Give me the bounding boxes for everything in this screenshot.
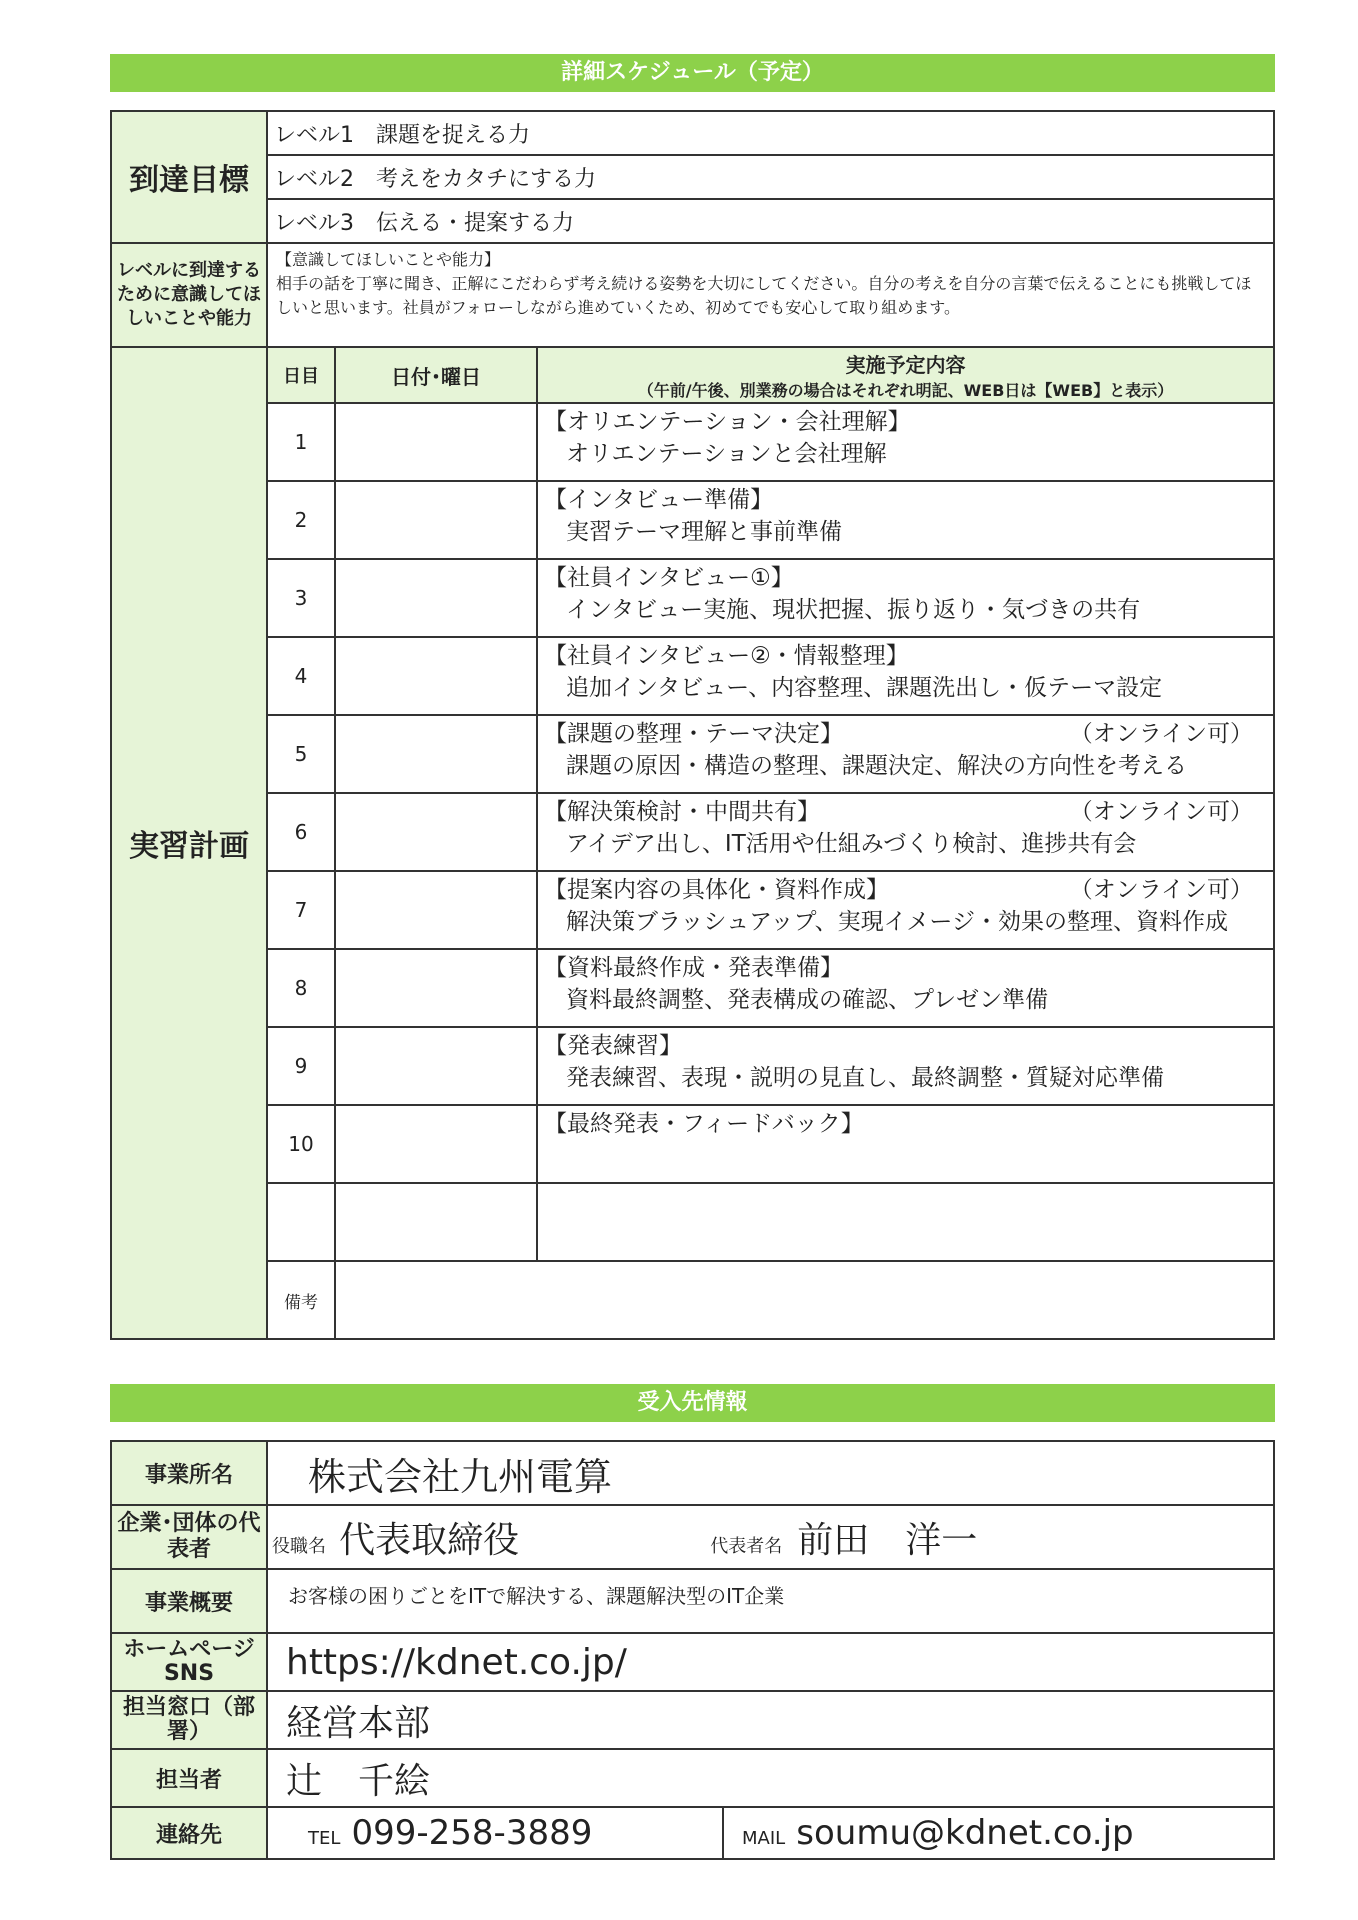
web-label: ホームページSNS bbox=[111, 1633, 267, 1691]
plan-content bbox=[537, 637, 1274, 715]
plan-content bbox=[537, 559, 1274, 637]
remarks-row bbox=[111, 1261, 1274, 1339]
date-cell bbox=[335, 1105, 537, 1183]
plan-detail: 解決策ブラッシュアップ、実現イメージ・効果の整理、資料作成 bbox=[566, 909, 1228, 935]
plan-detail: 発表練習、表現・説明の見直し、最終調整・質疑対応準備 bbox=[566, 1065, 1164, 1091]
plan-title: 【社員インタビュー①】 bbox=[544, 565, 794, 591]
person-label: 担当者 bbox=[111, 1749, 267, 1807]
plan-row bbox=[111, 559, 1274, 637]
date-cell bbox=[335, 559, 537, 637]
company-label: 事業所名 bbox=[111, 1441, 267, 1505]
plan-title: 【課題の整理・テーマ決定】 bbox=[544, 721, 843, 747]
tel-number[interactable]: 099-258-3889 bbox=[351, 1813, 593, 1853]
date-cell bbox=[335, 1183, 537, 1261]
day-number: 9 bbox=[267, 1027, 335, 1105]
online-note: （オンライン可） bbox=[1069, 877, 1253, 903]
goal-label: 到達目標 bbox=[111, 111, 267, 243]
day-number: 2 bbox=[267, 481, 335, 559]
title-label: 役職名 bbox=[272, 1535, 326, 1557]
plan-row bbox=[111, 949, 1274, 1027]
plan-detail: 実習テーマ理解と事前準備 bbox=[566, 519, 842, 545]
plan-title: 【資料最終作成・発表準備】 bbox=[544, 955, 843, 981]
plan-title: 【発表練習】 bbox=[544, 1033, 682, 1059]
day-number: 7 bbox=[267, 871, 335, 949]
contact-label: 連絡先 bbox=[111, 1807, 267, 1859]
schedule-header: 詳細スケジュール（予定） bbox=[110, 54, 1275, 92]
plan-content bbox=[537, 715, 1274, 793]
plan-row bbox=[111, 637, 1274, 715]
rep-cell bbox=[267, 1505, 1274, 1569]
date-cell bbox=[335, 1027, 537, 1105]
date-cell bbox=[335, 949, 537, 1027]
day-number: 5 bbox=[267, 715, 335, 793]
awareness-content bbox=[267, 243, 1274, 347]
plan-row bbox=[111, 715, 1274, 793]
rep-name: 前田 洋一 bbox=[797, 1519, 978, 1561]
col-content-title: 実施予定内容 bbox=[845, 353, 966, 377]
plan-detail: オリエンテーションと会社理解 bbox=[566, 441, 887, 467]
plan-content bbox=[537, 1027, 1274, 1105]
rep-name-label: 代表者名 bbox=[710, 1535, 783, 1557]
col-date-header: 日付･曜日 bbox=[335, 347, 537, 403]
plan-title: 【社員インタビュー②・情報整理】 bbox=[544, 643, 909, 669]
plan-title: 【解決策検討・中間共有】 bbox=[544, 799, 820, 825]
awareness-label: レベルに到達するために意識してほしいことや能力 bbox=[111, 243, 267, 347]
department: 経営本部 bbox=[267, 1691, 1274, 1749]
plan-title: 【最終発表・フィードバック】 bbox=[544, 1111, 864, 1137]
awareness-title: 【意識してほしいことや能力】 bbox=[276, 250, 501, 269]
col-day-header: 日目 bbox=[267, 347, 335, 403]
business-summary: お客様の困りごとをITで解決する、課題解決型のIT企業 bbox=[267, 1569, 1274, 1633]
plan-detail: アイデア出し、IT活用や仕組みづくり検討、進捗共有会 bbox=[566, 831, 1137, 857]
goal-level-2: レベル2 考えをカタチにする力 bbox=[267, 155, 1274, 199]
tel-label: TEL bbox=[308, 1828, 341, 1849]
goal-level-1: レベル1 課題を捉える力 bbox=[267, 111, 1274, 155]
col-content-note: （午前/午後、別業務の場合はそれぞれ明記、WEB日は【WEB】と表示） bbox=[637, 381, 1174, 400]
plan-title: 【オリエンテーション・会社理解】 bbox=[544, 409, 911, 435]
plan-detail: 追加インタビュー、内容整理、課題洗出し・仮テーマ設定 bbox=[566, 675, 1163, 701]
plan-row bbox=[111, 793, 1274, 871]
plan-detail: 資料最終調整、発表構成の確認、プレゼン準備 bbox=[566, 987, 1049, 1013]
day-number: 3 bbox=[267, 559, 335, 637]
schedule-table bbox=[110, 110, 1275, 1340]
plan-label: 実習計画 bbox=[111, 347, 267, 1339]
day-number bbox=[267, 1183, 335, 1261]
rep-label: 企業･団体の代表者 bbox=[111, 1505, 267, 1569]
date-cell bbox=[335, 871, 537, 949]
goal-level-3: レベル3 伝える・提案する力 bbox=[267, 199, 1274, 243]
host-table bbox=[110, 1440, 1275, 1860]
plan-detail: インタビュー実施、現状把握、振り返り・気づきの共有 bbox=[566, 597, 1141, 623]
day-number: 4 bbox=[267, 637, 335, 715]
date-cell bbox=[335, 637, 537, 715]
plan-content bbox=[537, 1105, 1274, 1183]
plan-content bbox=[537, 793, 1274, 871]
plan-content bbox=[537, 1183, 1274, 1261]
plan-content bbox=[537, 481, 1274, 559]
day-number: 6 bbox=[267, 793, 335, 871]
awareness-body: 相手の話を丁寧に聞き、正解にこだわらず考え続ける姿勢を大切にしてください。自分の考えを自分の言葉で伝えることにも挑戦してほしいと思います。社員がフォローしながら進めていくため、初めてでも安心して取り組めます。 bbox=[276, 274, 1252, 317]
plan-row bbox=[111, 403, 1274, 481]
plan-row bbox=[111, 481, 1274, 559]
online-note: （オンライン可） bbox=[1069, 721, 1253, 747]
date-cell bbox=[335, 793, 537, 871]
plan-row bbox=[111, 1105, 1274, 1183]
date-cell bbox=[335, 481, 537, 559]
host-header: 受入先情報 bbox=[110, 1384, 1275, 1422]
plan-row-empty bbox=[111, 1183, 1274, 1261]
mail-address[interactable]: soumu@kdnet.co.jp bbox=[796, 1813, 1134, 1853]
plan-title: 【インタビュー準備】 bbox=[544, 487, 774, 513]
rep-title: 代表取締役 bbox=[339, 1519, 520, 1561]
tel-cell bbox=[267, 1807, 723, 1859]
remarks-label: 備考 bbox=[267, 1261, 335, 1339]
plan-content bbox=[537, 871, 1274, 949]
date-cell bbox=[335, 715, 537, 793]
date-cell bbox=[335, 403, 537, 481]
day-number: 8 bbox=[267, 949, 335, 1027]
summary-label: 事業概要 bbox=[111, 1569, 267, 1633]
mail-label: MAIL bbox=[742, 1828, 786, 1849]
plan-title: 【提案内容の具体化・資料作成】 bbox=[544, 877, 889, 903]
remarks-cell bbox=[335, 1261, 1274, 1339]
contact-person: 辻 千絵 bbox=[267, 1749, 1274, 1807]
mail-cell bbox=[723, 1807, 1274, 1859]
website-link[interactable]: https://kdnet.co.jp/ bbox=[267, 1633, 1274, 1691]
company-name: 株式会社九州電算 bbox=[267, 1441, 1274, 1505]
online-note: （オンライン可） bbox=[1069, 799, 1253, 825]
plan-content bbox=[537, 403, 1274, 481]
plan-content bbox=[537, 949, 1274, 1027]
plan-row bbox=[111, 1027, 1274, 1105]
day-number: 10 bbox=[267, 1105, 335, 1183]
plan-detail: 課題の原因・構造の整理、課題決定、解決の方向性を考える bbox=[566, 753, 1187, 779]
plan-row bbox=[111, 871, 1274, 949]
col-content-header bbox=[537, 347, 1274, 403]
dept-label: 担当窓口（部署） bbox=[111, 1691, 267, 1749]
day-number: 1 bbox=[267, 403, 335, 481]
